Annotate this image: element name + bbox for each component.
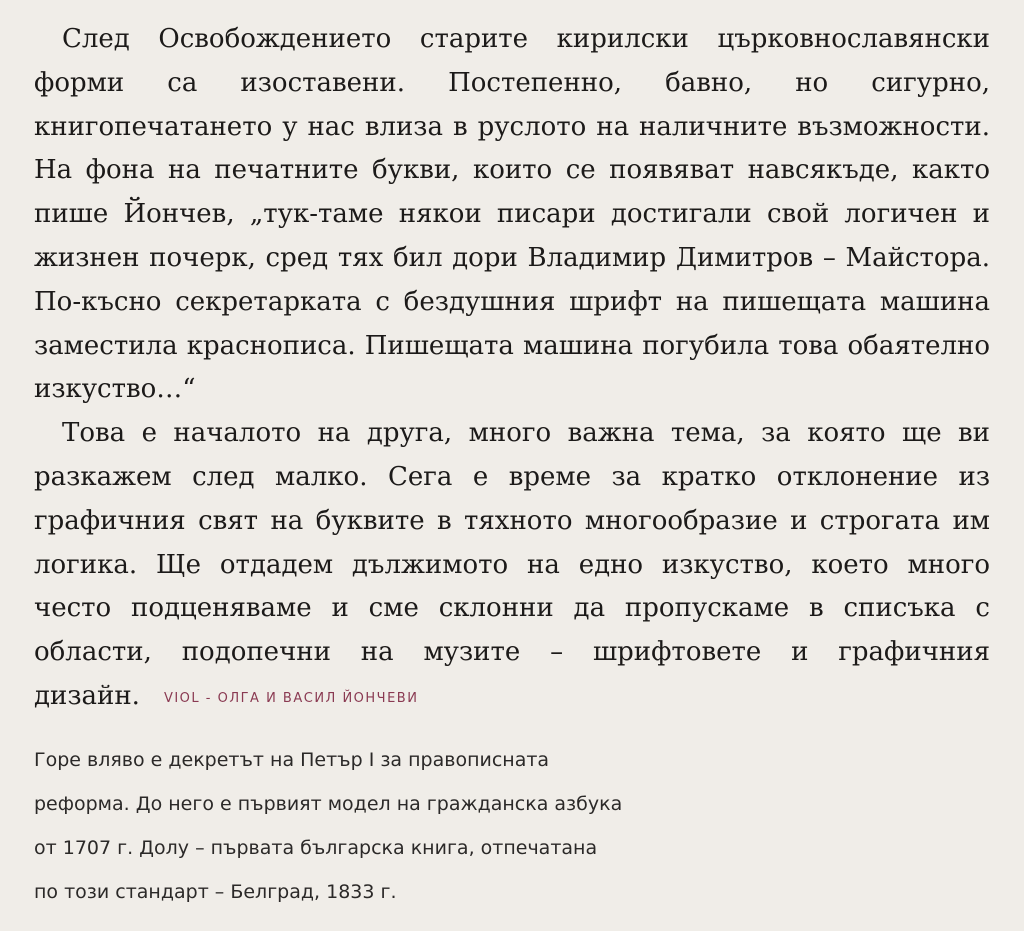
caption-line-1: Горе вляво е декретът на Петър I за правописната — [34, 749, 550, 771]
article-paragraph-2-text: Това е началото на друга, много важна тема, за която ще ви разкажем след малко. Сега е време за кратко отклонение из графичния свят на буквите в тяхното многообразие и строгата им логика. Ще отдадем дължимото на едно изкуство, което много често подценяваме и сме склонни да пропускаме в списъка с области, подопечни на музите – шрифтовете и графичния дизайн. — [34, 418, 990, 711]
article-body — [34, 18, 990, 721]
caption-line-3: от 1707 г. Долу – първата българска книга, отпечатана — [34, 837, 598, 859]
caption-line-4: по този стандарт – Белград, 1833 г. — [34, 881, 397, 903]
article-paragraph-2 — [34, 412, 990, 721]
caption-line-2: реформа. До него е първият модел на гражданска азбука — [34, 793, 623, 815]
author-credit: VIOL - ОЛГА И ВАСИЛ ЙОНЧЕВИ — [163, 690, 419, 706]
image-caption — [34, 738, 674, 914]
article-paragraph-1: След Освобождението старите кирилски църковнославянски форми са изоставени. Постепенно, бавно, но сигурно, книгопечатането у нас влиза в руслото на наличните възможности. На фона на печатните букви, които се появяват навсякъде, както пише Йончев, „тук-таме някои писари достигали свой логичен и жизнен почерк, сред тях бил дори Владимир Димитров – Майстора. По-късно секретарката с бездушния шрифт на пишещата машина заместила краснописа. Пишещата машина погубила това обаятелно изкуство…“ — [34, 24, 990, 405]
